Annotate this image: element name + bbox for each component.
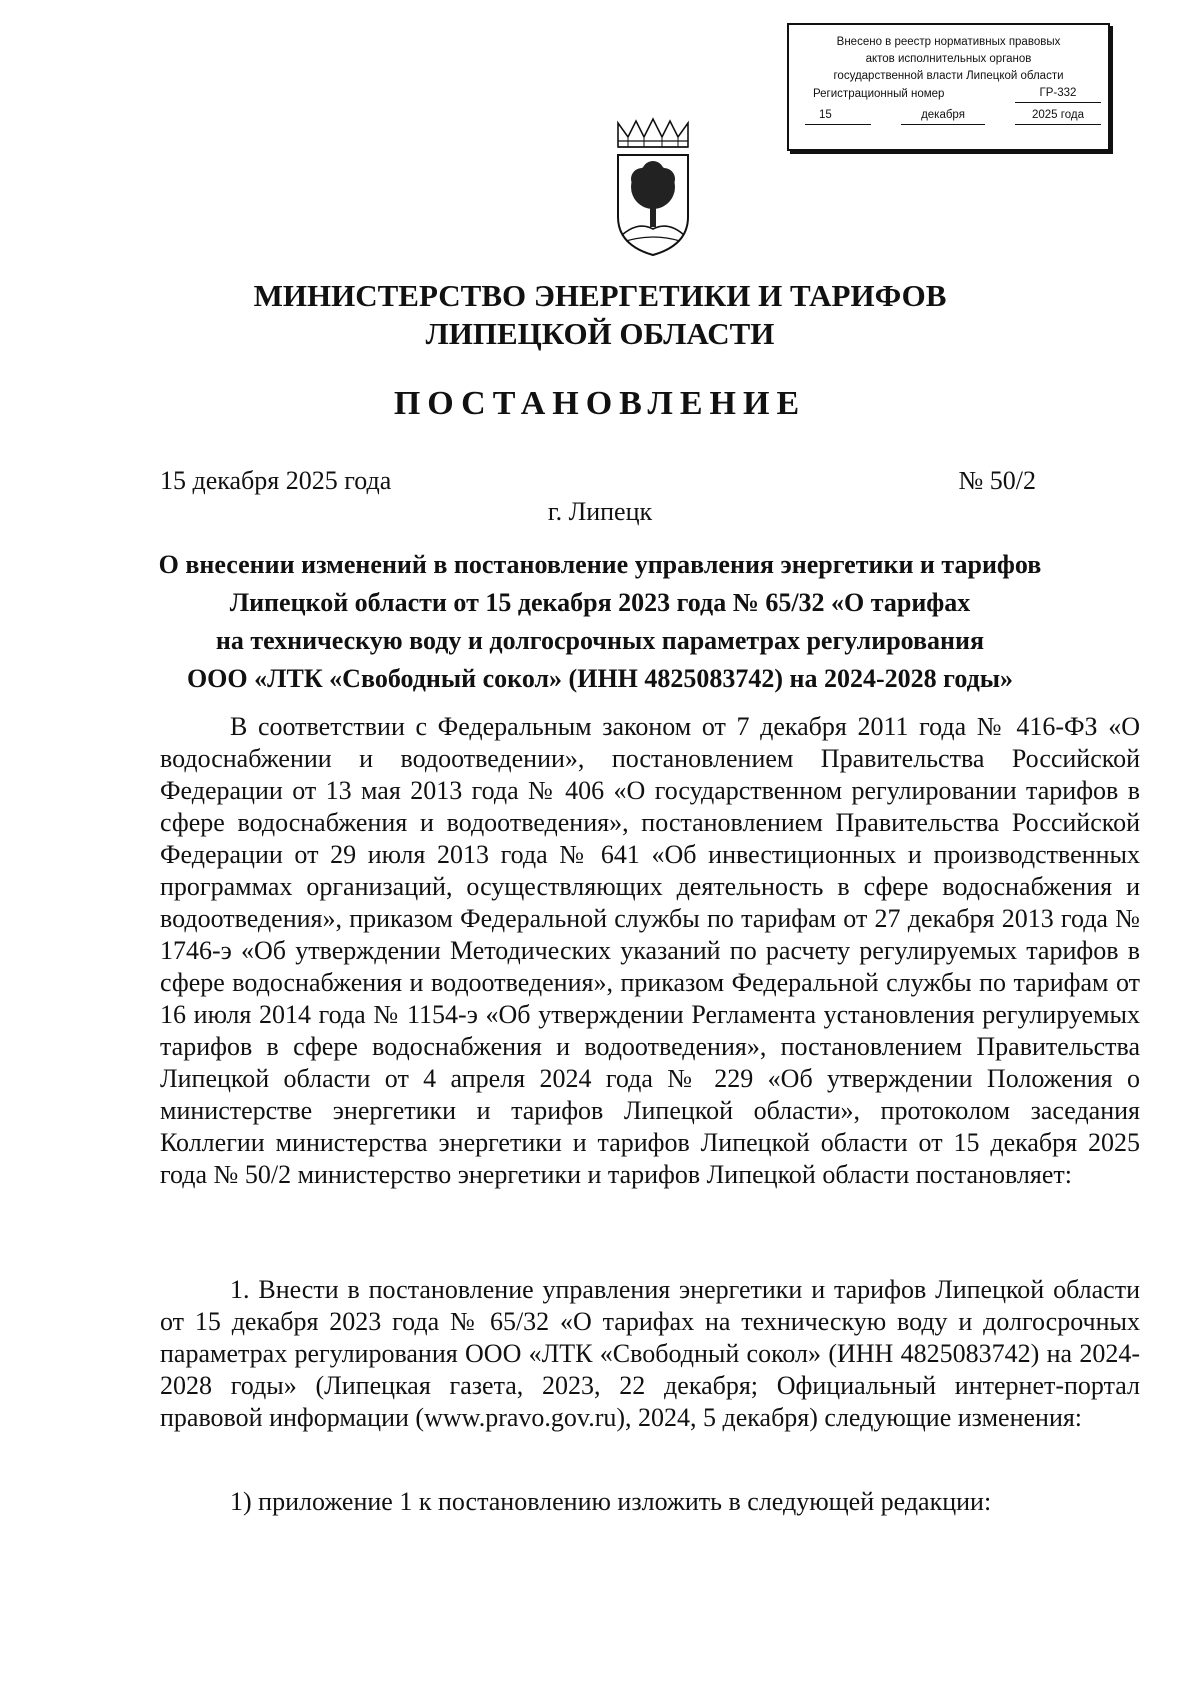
title-line-2: Липецкой области от 15 декабря 2023 года № 65/32 «О тарифах xyxy=(229,588,971,617)
document-title xyxy=(150,546,1050,698)
stamp-line-2: актов исполнительных органов xyxy=(865,53,1032,65)
stamp-line-3: государственной власти Липецкой области xyxy=(833,70,1064,82)
item-1-paragraph: 1. Внести в постановление управления энергетики и тарифов Липецкой области от 15 декабря 2023 года № 65/32 «О тарифах на техническую воду и долгосрочных параметрах регулирования ООО «ЛТК «Свободный сокол» (ИНН 4825083742) на 2024-2028 годы» (Липецкая газета, 2023, 22 декабря; Официальный интернет-портал правовой информации (www.pravo.gov.ru), 2024, 5 декабря) следующие изменения: xyxy=(160,1275,1140,1432)
lipetsk-coat-of-arms-icon xyxy=(612,117,694,257)
registry-stamp xyxy=(787,23,1110,151)
ministry-line-2: ЛИПЕЦКОЙ ОБЛАСТИ xyxy=(425,316,775,351)
stamp-reg-number: ГР-332 xyxy=(1015,85,1101,103)
title-line-4: ООО «ЛТК «Свободный сокол» (ИНН 4825083742) на 2024-2028 годы» xyxy=(186,664,1014,693)
title-line-3: на техническую воду и долгосрочных параметрах регулирования xyxy=(215,626,985,655)
title-line-1: О внесении изменений в постановление управления энергетики и тарифов xyxy=(158,550,1042,579)
ministry-line-1: МИНИСТЕРСТВО ЭНЕРГЕТИКИ И ТАРИФОВ xyxy=(253,278,947,313)
document-type: ПОСТАНОВЛЕНИЕ xyxy=(393,385,807,422)
preamble-paragraph: В соответствии с Федеральным законом от 7 декабря 2011 года № 416-ФЗ «О водоснабжении и водоотведении», постановлением Правительства Российской Федерации от 13 мая 2013 года № 406 «О государственном регулировании тарифов в сфере водоснабжения и водоотведения», постановлением Правительства Российской Федерации от 29 июля 2013 года № 641 «Об инвестиционных и производственных программах организаций, осуществляющих деятельность в сфере водоснабжения и водоотведения», приказом Федеральной службы по тарифам от 27 декабря 2013 года № 1746-э «Об утверждении Методических указаний по расчету регулируемых тарифов в сфере водоснабжения и водоотведения», приказом Федеральной службы по тарифам от 16 июля 2014 года № 1154-э «Об утверждении Регламента установления регулируемых тарифов в сфере водоснабжения и водоотведения», постановлением Правительства Липецкой области от 4 апреля 2024 года № 229 «Об утверждении Положения о министерстве энергетики и тарифов Липецкой области», протоколом заседания Коллегии министерства энергетики и тарифов Липецкой области от 15 декабря 2025 года № 50/2 министерство энергетики и тарифов Липецкой области постановляет: xyxy=(160,712,1140,1189)
stamp-reg-row xyxy=(805,85,1096,105)
stamp-reg-label: Регистрационный номер xyxy=(813,88,945,100)
stamp-year: 2025 года xyxy=(1015,107,1101,125)
document-date: 15 декабря 2025 года xyxy=(160,466,392,495)
stamp-line-1: Внесено в реестр нормативных правовых xyxy=(836,36,1061,48)
document-city: г. Липецк xyxy=(547,497,653,526)
document-number: № 50/2 xyxy=(958,466,1036,495)
subitem-1-paragraph: 1) приложение 1 к постановлению изложить в следующей редакции: xyxy=(230,1487,992,1516)
stamp-date-row xyxy=(805,107,1096,127)
stamp-day: 15 xyxy=(805,107,871,125)
ministry-heading xyxy=(0,277,1200,353)
stamp-month: декабря xyxy=(901,107,985,125)
